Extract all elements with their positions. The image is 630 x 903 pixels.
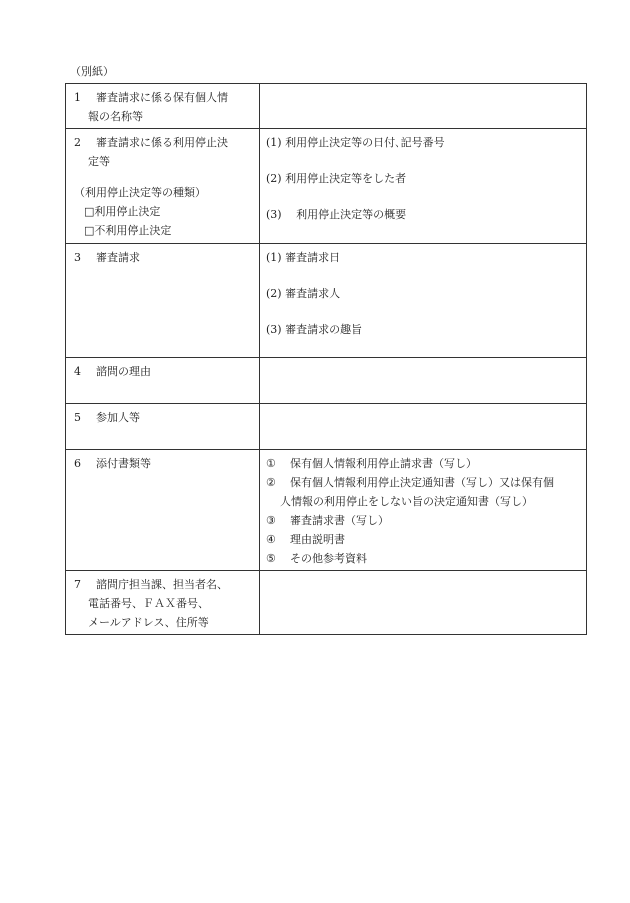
row-4-label-cell xyxy=(66,358,260,404)
row-3-item-1: (1) 審査請求日 xyxy=(266,251,341,264)
row-1-label-line2: 報の名称等 xyxy=(88,110,143,123)
row-1-label-cell xyxy=(66,84,260,129)
table-row-5 xyxy=(66,404,587,450)
row-2-item-2: (2) 利用停止決定等をした者 xyxy=(266,172,407,185)
attachment-text-2: 保有個人情報利用停止決定通知書（写し）又は保有個 xyxy=(290,476,554,489)
row-3-item-2: (2) 審査請求人 xyxy=(266,287,341,300)
row-2-item-1: (1) 利用停止決定等の日付､記号番号 xyxy=(266,136,445,149)
row-5-label-line1: 参加人等 xyxy=(96,411,140,424)
table-row-6 xyxy=(66,450,587,571)
attachment-text-1: 保有個人情報利用停止請求書（写し） xyxy=(290,457,477,470)
row-number: 6 xyxy=(74,457,81,470)
page-label: （別紙） xyxy=(70,65,114,78)
row-6-label-cell xyxy=(66,450,260,571)
circled-number-5: ⑤ xyxy=(266,552,276,565)
row-number: 2 xyxy=(74,136,81,149)
table-row-1 xyxy=(66,84,587,129)
row-2-label-line1: 審査請求に係る利用停止決 xyxy=(96,136,228,149)
row-5-value-cell[interactable] xyxy=(260,404,587,450)
row-3-label-cell xyxy=(66,244,260,358)
attachment-item-2 xyxy=(266,473,582,492)
form-table xyxy=(65,83,587,635)
checkbox-no-use-stop-decision[interactable]: □不利用停止決定 xyxy=(84,224,172,237)
row-2-value-cell[interactable] xyxy=(260,129,587,244)
row-1-label-line1: 審査請求に係る保有個人情 xyxy=(96,91,228,104)
row-number: 5 xyxy=(74,411,81,424)
decision-types-heading: （利用停止決定等の種類） xyxy=(74,186,206,199)
row-3-item-3: (3) 審査請求の趣旨 xyxy=(266,323,363,336)
table-row-4 xyxy=(66,358,587,404)
row-2-label-line2: 定等 xyxy=(88,155,110,168)
row-7-label-cell xyxy=(66,571,260,635)
row-3-label-line1: 審査請求 xyxy=(96,251,140,264)
attachment-text-3: 審査請求書（写し） xyxy=(290,514,389,527)
row-2-item-3: (3) 利用停止決定等の概要 xyxy=(266,208,407,221)
circled-number-2: ② xyxy=(266,476,276,489)
circled-number-3: ③ xyxy=(266,514,276,527)
row-2-label-cell xyxy=(66,129,260,244)
attachment-text-2-cont: 人情報の利用停止をしない旨の決定通知書（写し） xyxy=(280,495,533,508)
row-number: 1 xyxy=(74,91,81,104)
row-4-value-cell[interactable] xyxy=(260,358,587,404)
row-7-label-line2: 電話番号、ＦＡＸ番号、 xyxy=(88,597,209,610)
row-number: 7 xyxy=(74,578,81,591)
row-1-value-cell[interactable] xyxy=(260,84,587,129)
attachment-item-5 xyxy=(266,549,582,568)
row-number: 3 xyxy=(74,251,81,264)
row-6-label-line1: 添付書類等 xyxy=(96,457,151,470)
row-6-value-cell[interactable] xyxy=(260,450,587,571)
attachment-item-3 xyxy=(266,511,582,530)
table-row-2 xyxy=(66,129,587,244)
row-7-value-cell[interactable] xyxy=(260,571,587,635)
row-5-label-cell xyxy=(66,404,260,450)
table-row-7 xyxy=(66,571,587,635)
circled-number-1: ① xyxy=(266,457,276,470)
row-number: 4 xyxy=(74,365,81,378)
attachment-text-5: その他参考資料 xyxy=(290,552,367,565)
row-7-label-line3: メールアドレス、住所等 xyxy=(88,616,209,629)
table-row-3 xyxy=(66,244,587,358)
checkbox-use-stop-decision[interactable]: □利用停止決定 xyxy=(84,205,161,218)
attachment-text-4: 理由説明書 xyxy=(290,533,345,546)
attachment-item-4 xyxy=(266,530,582,549)
row-4-label-line1: 諮問の理由 xyxy=(96,365,151,378)
row-7-label-line1: 諮問庁担当課、担当者名、 xyxy=(96,578,228,591)
circled-number-4: ④ xyxy=(266,533,276,546)
attachment-item-1 xyxy=(266,454,582,473)
decision-types xyxy=(74,183,255,240)
row-3-value-cell[interactable] xyxy=(260,244,587,358)
